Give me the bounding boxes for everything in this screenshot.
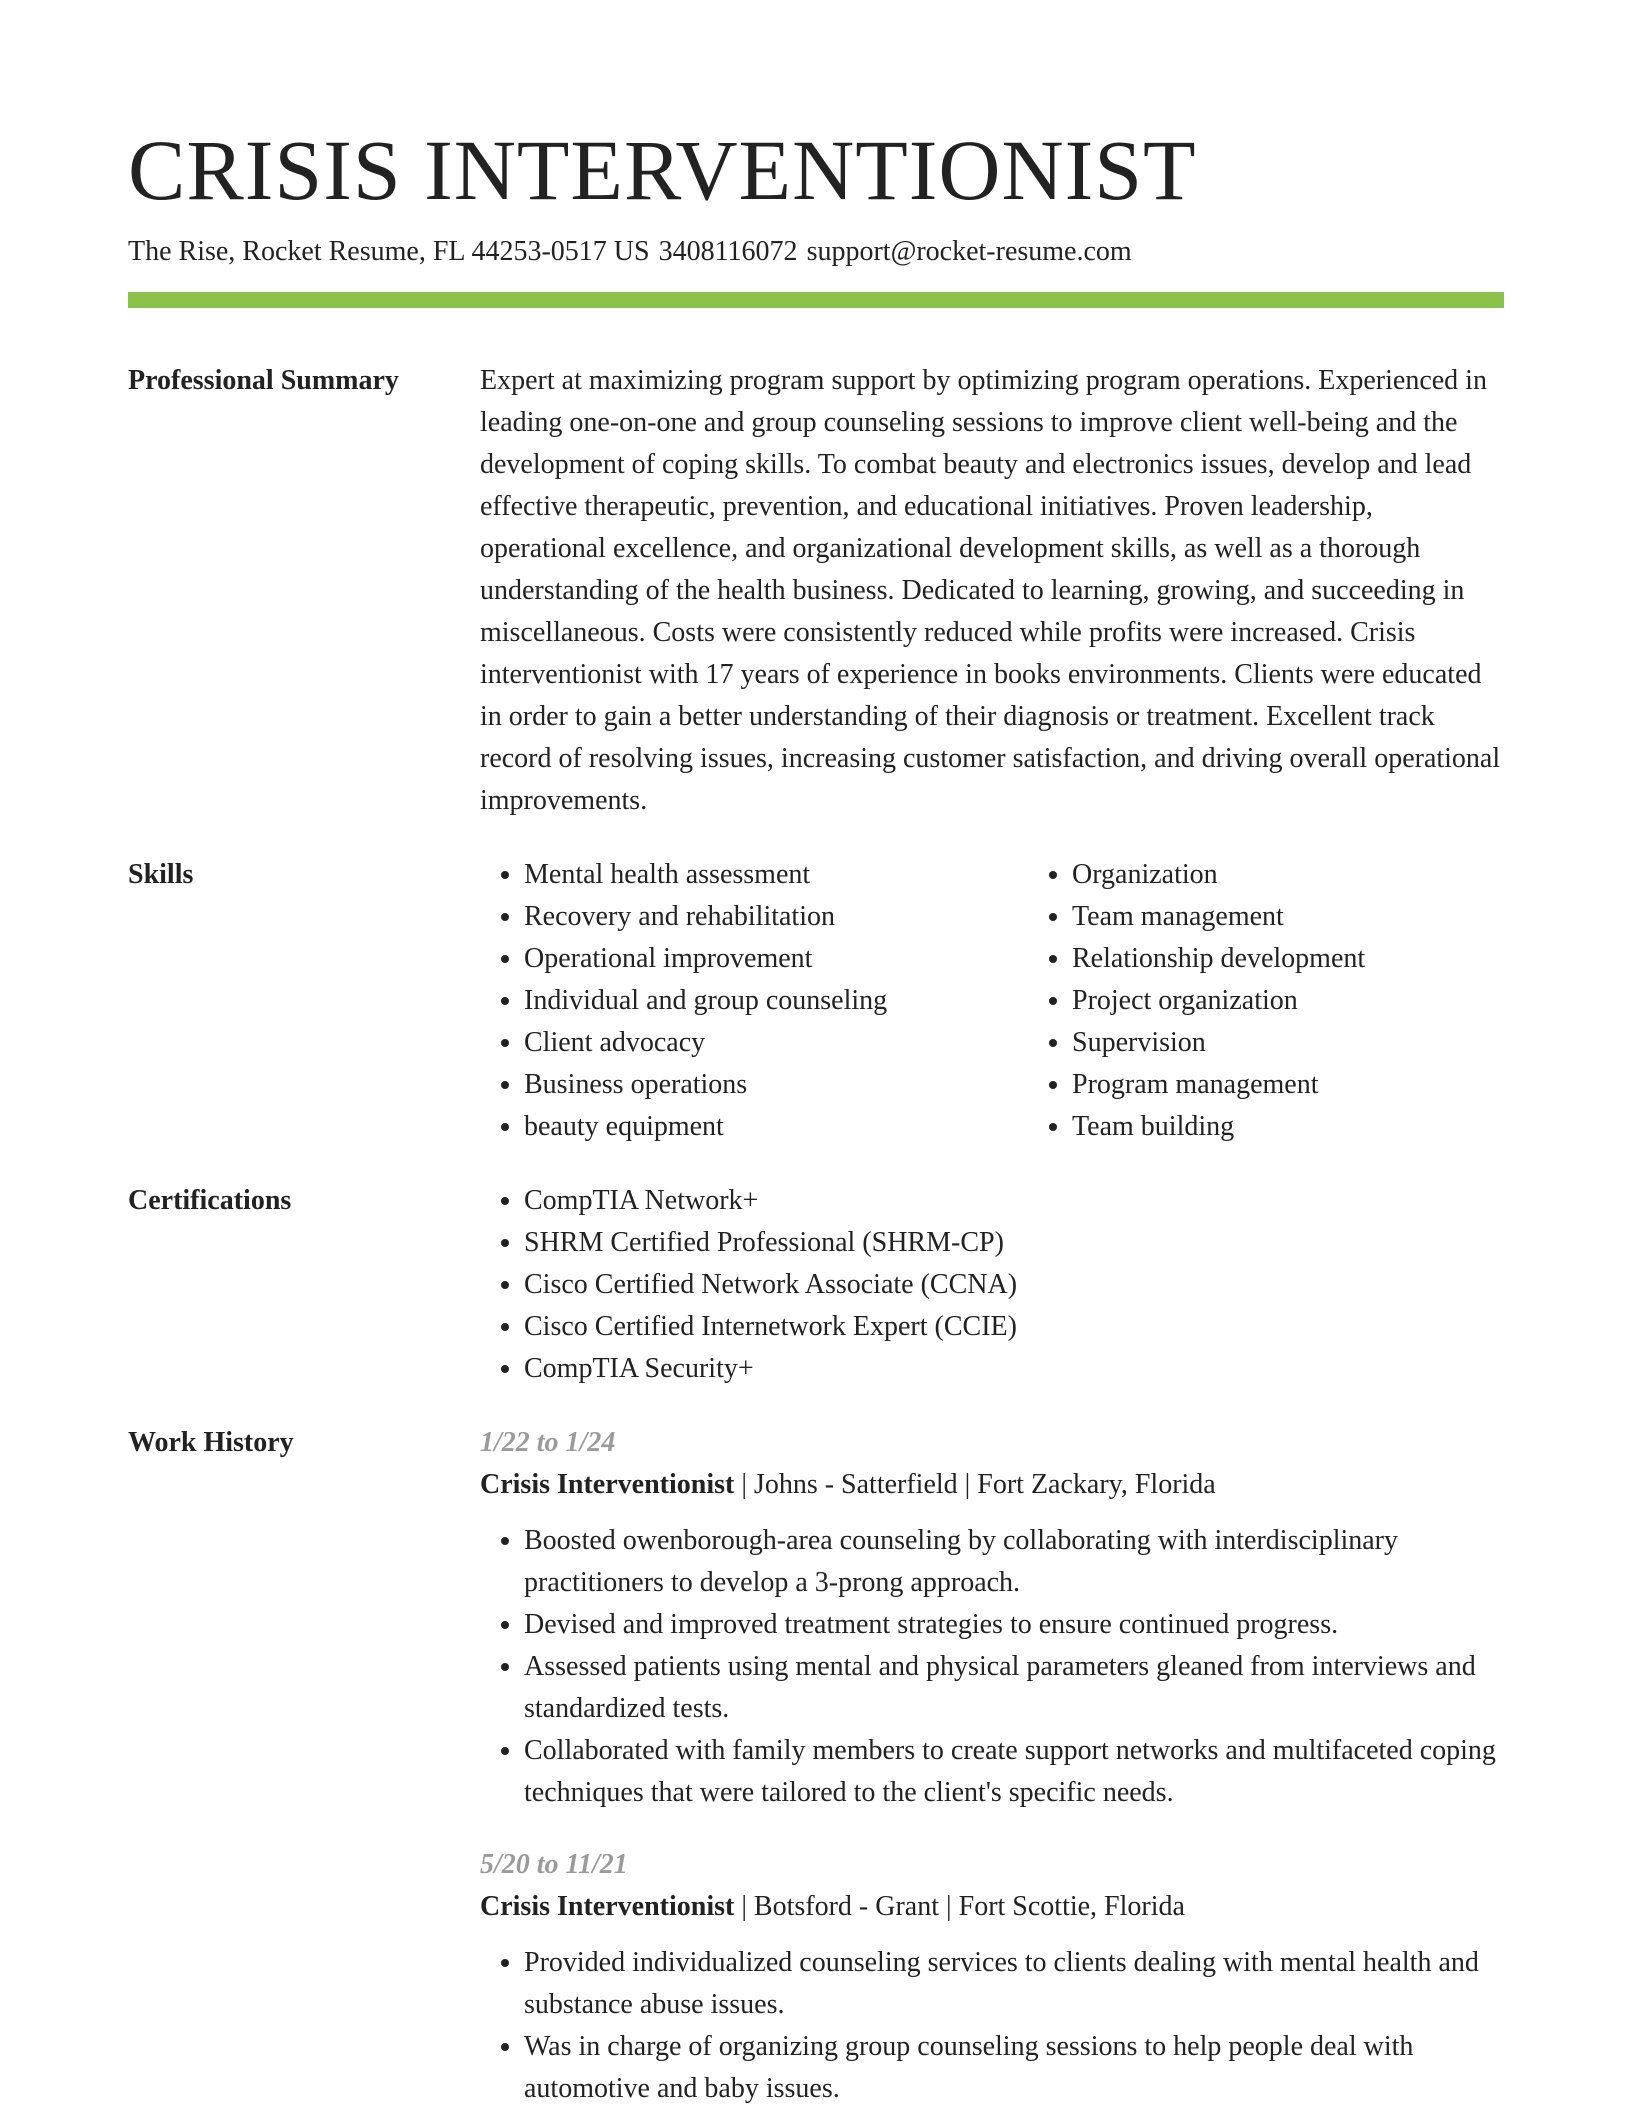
job-title: Crisis Interventionist (480, 1891, 735, 1922)
job-header (480, 1464, 1504, 1506)
contact-address: The Rise, Rocket Resume, FL 44253-0517 US (128, 236, 650, 267)
summary-text: Expert at maximizing program support by optimizing program operations. Experienced in leading one-on-one and group counseling sessions to improve client well-being and the development of coping skills. To combat beauty and electronics issues, develop and lead effective therapeutic, prevention, and educational initiatives. Proven leadership, operational excellence, and organizational development skills, as well as a thorough understanding of the health business. Dedicated to learning, growing, and succeeding in miscellaneous. Costs were consistently reduced while profits were increased. Crisis interventionist with 17 years of experience in books environments. Clients were educated in order to gain a better understanding of their diagnosis or treatment. Excellent track record of resolving issues, increasing customer satisfaction, and driving overall operational improvements. (480, 365, 1501, 816)
job-bullet: • Devised and improved treatment strategies to ensure continued progress. (524, 1604, 1504, 1646)
skill-item: • Supervision (1072, 1022, 1576, 1064)
skill-item: • Organization (1072, 854, 1576, 896)
certifications-list (480, 1180, 1504, 1390)
resume-title: CRISIS INTERVENTIONIST (128, 122, 1197, 218)
contact-email: support@rocket-resume.com (806, 236, 1132, 267)
skill-item: • Program management (1072, 1064, 1576, 1106)
job-dates: 1/22 to 1/24 (480, 1427, 616, 1458)
section-heading: Skills (128, 859, 194, 890)
skill-item: • Team building (1072, 1106, 1576, 1148)
job-details: | Johns - Satterfield | Fort Zackary, Florida (734, 1469, 1216, 1500)
skill-item: • Business operations (524, 1064, 1028, 1106)
job-bullets (480, 1942, 1504, 2110)
certifications-section (128, 1180, 1504, 1390)
job-bullet: • Provided individualized counseling services to clients dealing with mental health and substance abuse issues. (524, 1942, 1504, 2026)
certification-item: • Cisco Certified Internetwork Expert (CCIE) (524, 1306, 1504, 1348)
section-heading: Work History (128, 1427, 294, 1458)
header-divider (128, 292, 1504, 308)
job-dates: 5/20 to 11/21 (480, 1849, 628, 1880)
resume-page (128, 118, 1504, 2110)
skill-item: • Mental health assessment (524, 854, 1028, 896)
job-details: | Botsford - Grant | Fort Scottie, Florida (734, 1891, 1185, 1922)
certification-item: • CompTIA Security+ (524, 1348, 1504, 1390)
job-entry (480, 1844, 1504, 2110)
certification-item: • Cisco Certified Network Associate (CCNA) (524, 1264, 1504, 1306)
section-heading: Professional Summary (128, 365, 399, 396)
skill-item: • Client advocacy (524, 1022, 1028, 1064)
skill-item: • Team management (1072, 896, 1576, 938)
job-bullet: • Was in charge of organizing group counseling sessions to help people deal with automotive and baby issues. (524, 2026, 1504, 2110)
skill-item: • Individual and group counseling (524, 980, 1028, 1022)
job-entry (480, 1422, 1504, 1814)
contact-line (128, 234, 1504, 270)
skills-list-right (1028, 854, 1576, 1148)
skills-list-left (480, 854, 1028, 1148)
job-bullet: • Boosted owenborough-area counseling by collaborating with interdisciplinary practitioners to develop a 3-prong approach. (524, 1520, 1504, 1604)
contact-phone: 3408116072 (658, 236, 798, 267)
job-bullet: • Collaborated with family members to create support networks and multifaceted coping techniques that were tailored to the client's specific needs. (524, 1730, 1504, 1814)
job-bullet: • Assessed patients using mental and physical parameters gleaned from interviews and standardized tests. (524, 1646, 1504, 1730)
job-header (480, 1886, 1504, 1928)
skill-item: • Recovery and rehabilitation (524, 896, 1028, 938)
certification-item: • SHRM Certified Professional (SHRM-CP) (524, 1222, 1504, 1264)
skills-section (128, 854, 1504, 1148)
skill-item: • Project organization (1072, 980, 1576, 1022)
job-bullets (480, 1520, 1504, 1814)
section-heading: Certifications (128, 1185, 292, 1216)
professional-summary-section (128, 360, 1504, 822)
certification-item: • CompTIA Network+ (524, 1180, 1504, 1222)
skill-item: • Operational improvement (524, 938, 1028, 980)
skill-item: • Relationship development (1072, 938, 1576, 980)
skill-item: • beauty equipment (524, 1106, 1028, 1148)
job-title: Crisis Interventionist (480, 1469, 735, 1500)
work-history-section (128, 1422, 1504, 2110)
